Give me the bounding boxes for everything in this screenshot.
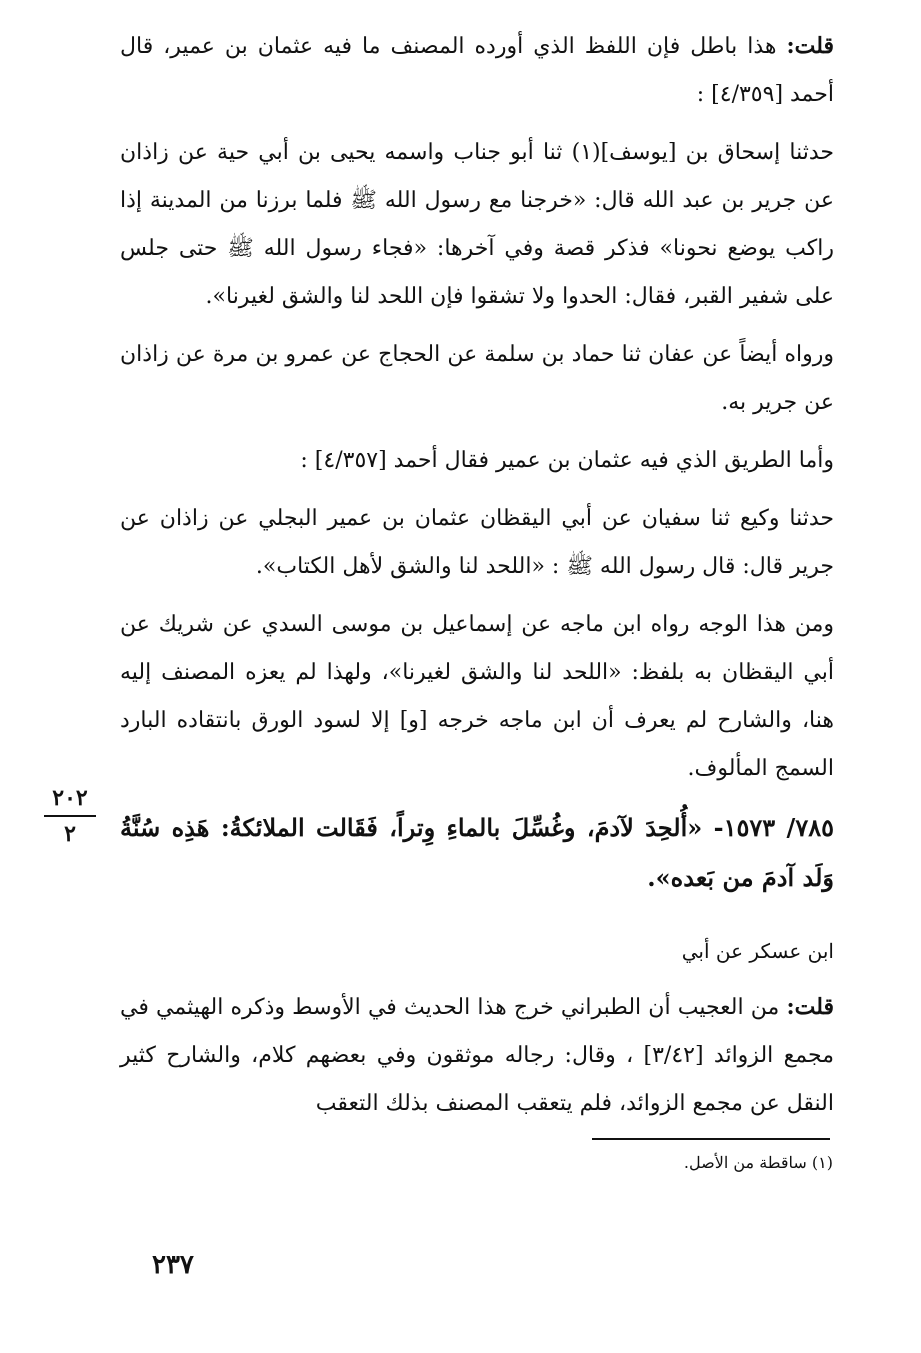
paragraph-text: ومن هذا الوجه رواه ابن ماجه عن إسماعيل بن موسى السدي عن شريك عن أبي اليقظان به بلفظ: «اللحد لنا والشق لغيرنا»، ولهذا لم يعزه المصنف إليه هنا، والشارح لم يعرف أن ابن ماجه خرجه [و] إلا لسود الورق بانتقاده البارد السمج المألوف. — [120, 612, 835, 781]
margin-reference-divider — [44, 815, 96, 817]
paragraph-2 — [120, 129, 834, 321]
page-body — [120, 22, 834, 1138]
paragraph-text: حدثنا إسحاق بن [يوسف](١) ثنا أبو جناب واسمه يحيى بن أبي حية عن زاذان عن جرير بن عبد الله قال: «خرجنا مع رسول الله ﷺ فلما برزنا من المدينة إذا راكب يوضع نحونا» فذكر قصة وفي آخرها: «فجاء رسول الله ﷺ حتى جلس على شفير القبر، فقال: الحدوا ولا تشقوا فإن اللحد لنا والشق لغيرنا». — [120, 140, 834, 309]
paragraph-5 — [120, 495, 834, 591]
margin-reference — [44, 785, 96, 847]
paragraph-3 — [120, 331, 834, 427]
paragraph-text: من العجيب أن الطبراني خرج هذا الحديث في الأوسط وذكره الهيثمي في مجمع الزوائد [٣/٤٢] ، وقال: رجاله موثقون وفي بعضهم كلام، والشارح كثير النقل عن مجمع الزوائد، فلم يتعقب المصنف بذلك التعقب — [120, 995, 834, 1116]
paragraph-text: هذا باطل فإن اللفظ الذي أورده المصنف ما فيه عثمان بن عمير، قال أحمد [٤/٣٥٩] : — [120, 34, 834, 107]
footnote-divider — [592, 1138, 830, 1140]
page-number: ٢٣٧ — [152, 1250, 194, 1280]
hadith-text: ٧٨٥/ ١٥٧٣- «أُلحِدَ لآدمَ، وغُسِّلَ بالماءِ وِتراً، فَقَالت الملائكةُ: هَذِه سُنَّةُ وَلَد آدمَ من بَعده». — [120, 813, 834, 892]
paragraph-text: وأما الطريق الذي فيه عثمان بن عمير فقال أحمد [٤/٣٥٧] : — [300, 448, 834, 473]
paragraph-text: حدثنا وكيع ثنا سفيان عن أبي اليقظان عثمان بن عمير البجلي عن زاذان عن جرير قال: قال رسول الله ﷺ : «اللحد لنا والشق لأهل الكتاب». — [120, 506, 834, 579]
paragraph-lead: قلت: — [786, 994, 834, 1020]
final-paragraph — [120, 983, 834, 1128]
paragraph-text: ورواه أيضاً عن عفان ثنا حماد بن سلمة عن الحجاج عن عمرو بن مرة عن زاذان عن جرير به. — [120, 342, 834, 415]
margin-reference-top: ٢٠٢ — [52, 785, 88, 811]
paragraph-1 — [120, 22, 834, 119]
narrator-line: ابن عسكر عن أبي — [681, 939, 834, 963]
footnote: (١) ساقطة من الأصل. — [683, 1153, 833, 1172]
paragraph-4 — [120, 437, 834, 485]
paragraph-6 — [120, 601, 834, 793]
paragraph-lead: قلت: — [786, 33, 834, 59]
margin-reference-bottom: ٢ — [64, 821, 76, 847]
